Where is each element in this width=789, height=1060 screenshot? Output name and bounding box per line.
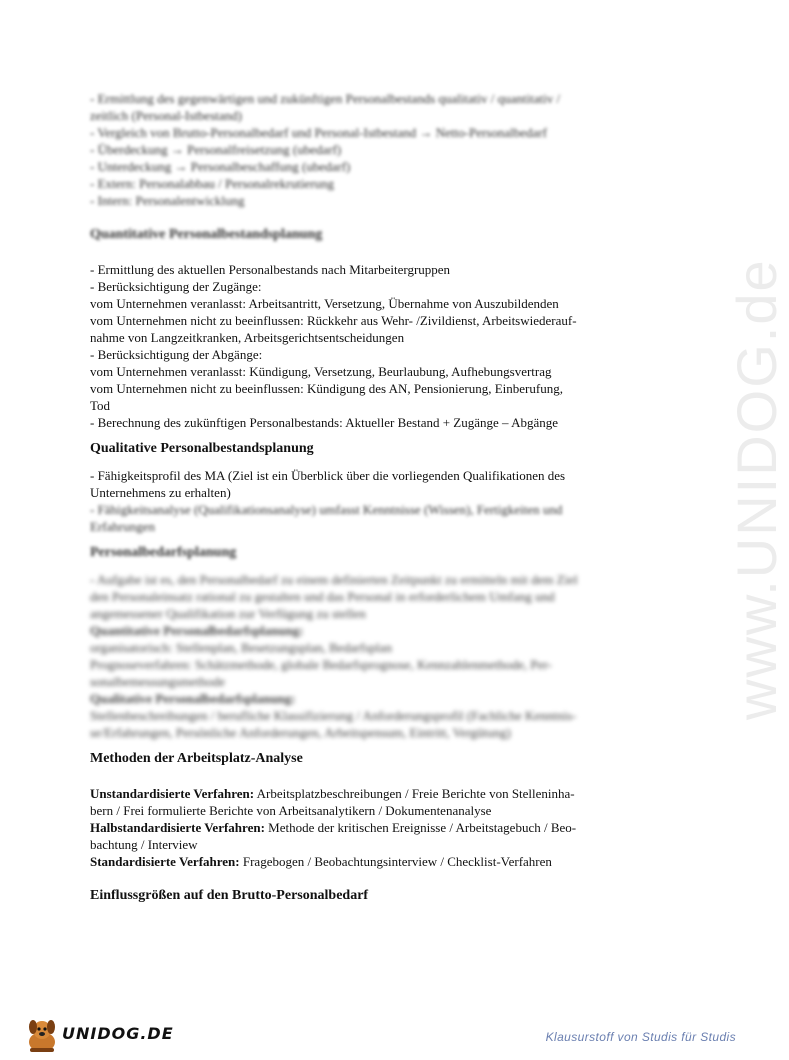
blurred-line: Erfahrungen (90, 519, 155, 534)
method-text: Methode der kritischen Ereignisse / Arbeitstagebuch / Beo- (264, 820, 577, 835)
blurred-line: Stellenbeschreibungen / berufliche Klassifizierung / Anforderungsprofil (Fachliche Kenntnis- (90, 708, 577, 723)
dog-icon (22, 1018, 62, 1054)
text-line: - Ermittlung des aktuellen Personalbestands nach Mitarbeitergruppen (90, 262, 451, 277)
blurred-line: - Intern: Personalentwicklung (90, 193, 245, 208)
blurred-line: sonalbemessungsmethode (90, 674, 226, 689)
text-line: - Berücksichtigung der Zugänge: (90, 279, 262, 294)
method-text: Fragebogen / Beobachtungsinterview / Checklist-Verfahren (239, 854, 552, 869)
blurred-line: - Unterdeckung → Personalbeschaffung (ubedarf) (90, 159, 351, 174)
text-line: nahme von Langzeitkranken, Arbeitsgerichtsentscheidungen (90, 330, 405, 345)
blurred-line: - Fähigkeitsanalyse (Qualifikationsanalyse) umfasst Kenntnisse (Wissen), Fertigkeiten und (90, 502, 563, 517)
text-line: bachtung / Interview (90, 837, 198, 852)
blurred-line: Prognoseverfahren: Schätzmethode, globale Bedarfsprognose, Kennzahlenmethode, Per- (90, 657, 552, 672)
text-line: Tod (90, 398, 111, 413)
blurred-line: - Extern: Personalabbau / Personalrekrutierung (90, 176, 335, 191)
text-line: - Berücksichtigung der Abgänge: (90, 347, 263, 362)
qualitative-bestand-section (90, 467, 660, 535)
method-unstandardized (90, 785, 660, 802)
blurred-section-heading: Personalbedarfsplanung (90, 545, 237, 560)
logo-text: UNIDOG.DE (62, 1024, 174, 1043)
watermark (652, 258, 788, 730)
blurred-line: - Vergleich von Brutto-Personalbedarf und Personal-Istbestand → Netto-Personalbedarf (90, 125, 547, 140)
text-line: vom Unternehmen veranlasst: Arbeitsantritt, Versetzung, Übernahme von Auszubildenden (90, 296, 559, 311)
method-text: Arbeitsplatzbeschreibungen / Freie Berichte von Stelleninha- (254, 786, 575, 801)
text-line: Unternehmens zu erhalten) (90, 485, 231, 500)
blurred-line: angemessener Qualifikation zur Verfügung zu stellen (90, 606, 366, 621)
method-half-standardized (90, 819, 660, 836)
blurred-line: organisatorisch: Stellenplan, Besetzungsplan, Bedarfsplan (90, 640, 392, 655)
text-line: vom Unternehmen nicht zu beeinflussen: Kündigung des AN, Pensionierung, Einberufung, (90, 381, 563, 396)
blurred-line: den Personaleinsatz rational zu gestalten und das Personal in erforderlichem Umfang und (90, 589, 555, 604)
quantitative-bestand-section (90, 261, 660, 431)
blurred-line: - Überdeckung → Personalfreisetzung (ubedarf) (90, 142, 342, 157)
method-label: Standardisierte Verfahren: (90, 854, 240, 869)
method-label: Halbstandardisierte Verfahren: (90, 820, 265, 835)
footer-slogan: Klausurstoff von Studis für Studis (545, 1030, 736, 1044)
blurred-intro-block (90, 90, 660, 209)
blurred-line: - Ermittlung des gegenwärtigen und zukünftigen Personalbestands qualitativ / quantitativ / (90, 91, 561, 106)
method-label: Unstandardisierte Verfahren: (90, 786, 255, 801)
text-line: - Berechnung des zukünftigen Personalbestands: Aktueller Bestand + Zugänge – Abgänge (90, 415, 558, 430)
blurred-bedarf-block (90, 571, 660, 741)
methods-section (90, 785, 660, 870)
section-heading-brutto: Einflussgrößen auf den Brutto-Personalbedarf (90, 888, 369, 903)
unidog-logo (22, 1018, 174, 1054)
blurred-subheading: Quantitative Personalbedarfsplanung: (90, 623, 304, 638)
section-heading-methods: Methoden der Arbeitsplatz-Analyse (90, 751, 303, 766)
blurred-line: zeitlich (Personal-Istbestand) (90, 108, 242, 123)
blurred-subheading: Qualitative Personalbedarfsplanung: (90, 691, 296, 706)
blurred-section-heading: Quantitative Personalbestandsplanung (90, 227, 323, 242)
text-line: - Fähigkeitsprofil des MA (Ziel ist ein Überblick über die vorliegenden Qualifikationen des (90, 468, 566, 483)
document-body (90, 90, 660, 905)
watermark-text: www.UNIDOG.de (725, 258, 788, 720)
method-standardized (90, 853, 660, 870)
blurred-line: se/Erfahrungen, Persönliche Anforderungen, Arbeitspensum, Eintritt, Vergütung) (90, 725, 511, 740)
text-line: vom Unternehmen veranlasst: Kündigung, Versetzung, Beurlaubung, Aufhebungsvertrag (90, 364, 552, 379)
text-line: bern / Frei formulierte Berichte von Arbeitsanalytikern / Dokumentenanalyse (90, 803, 492, 818)
section-heading-qualitative: Qualitative Personalbestandsplanung (90, 441, 314, 456)
blurred-line: - Aufgabe ist es, den Personalbedarf zu einem definierten Zeitpunkt zu ermitteln mit dem Ziel (90, 572, 578, 587)
text-line: vom Unternehmen nicht zu beeinflussen: Rückkehr aus Wehr- /Zivildienst, Arbeitswiederauf- (90, 313, 577, 328)
